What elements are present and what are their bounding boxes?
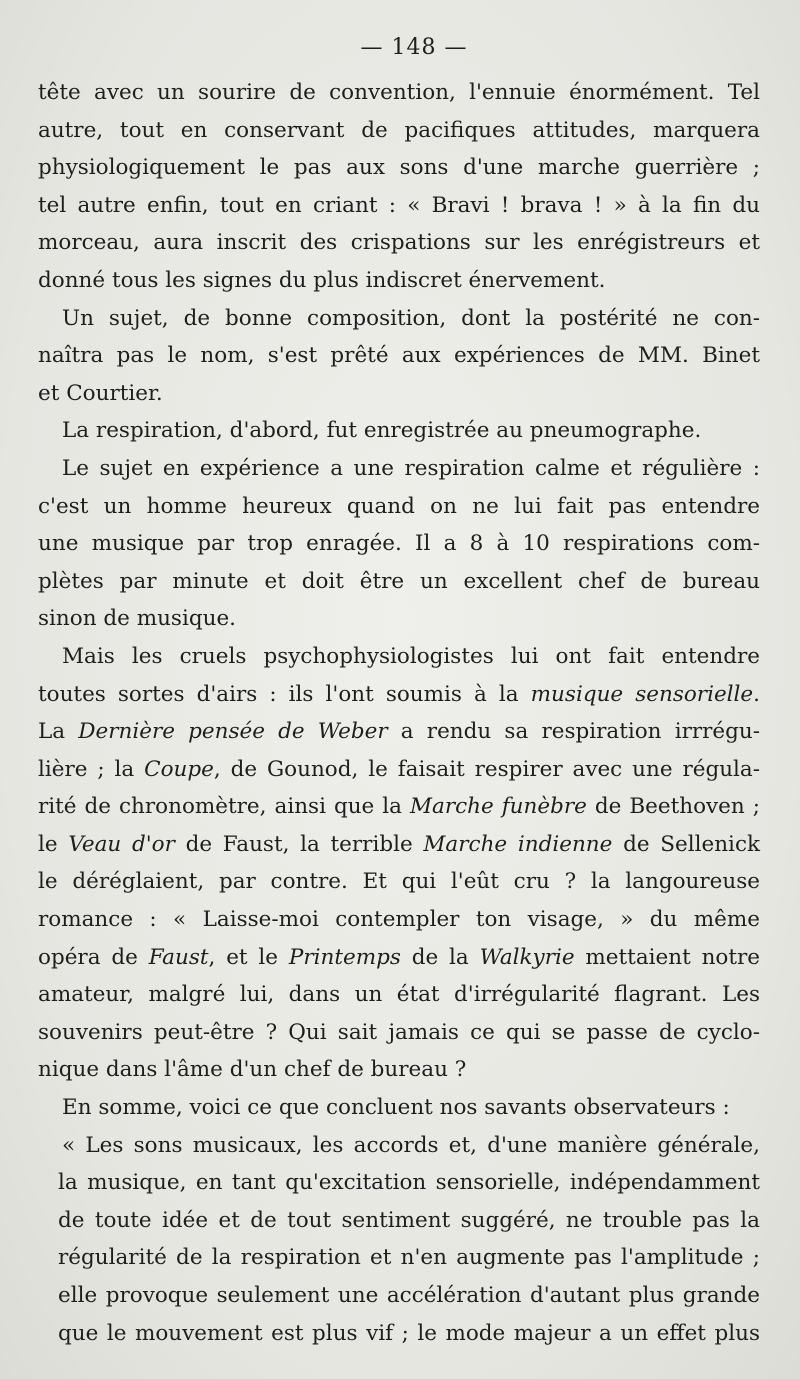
text-segment: « Les sons musicaux, les accords et, d'une manière générale,	[62, 1132, 760, 1158]
text-line	[38, 1051, 760, 1089]
text-line	[38, 563, 760, 601]
italic-title: Marche indienne	[423, 831, 613, 857]
text-line	[38, 976, 760, 1014]
text-line	[38, 713, 760, 751]
text-segment: le déréglaient, par contre. Et qui l'eût cru ? la langoureuse	[38, 869, 760, 895]
text-segment: de Sellenick	[612, 831, 761, 857]
text-line	[38, 224, 760, 262]
text-line	[38, 638, 760, 676]
italic-title: Dernière pensée de Weber	[78, 719, 388, 745]
italic-title: Veau d'or	[68, 831, 175, 857]
text-line	[38, 600, 760, 638]
text-line	[38, 300, 760, 338]
text-line	[38, 149, 760, 187]
text-segment: souvenirs peut-être ? Qui sait jamais ce qui se passe de cyclo-	[38, 1019, 760, 1045]
text-line	[38, 1089, 760, 1127]
text-line	[38, 488, 760, 526]
text-segment: romance : « Laisse-moi contempler ton visage, » du même	[38, 907, 760, 933]
text-line	[38, 1202, 760, 1240]
text-line	[38, 187, 760, 225]
text-segment: En somme, voici ce que concluent nos savants observateurs :	[62, 1095, 730, 1121]
text-segment: donné tous les signes du plus indiscret énervement.	[38, 267, 606, 293]
text-segment: la musique, en tant qu'excitation sensorielle, indépendamment	[58, 1170, 760, 1196]
text-segment: de la	[400, 944, 480, 970]
text-segment: morceau, aura inscrit des crispations sur les enrégistreurs et	[38, 230, 760, 256]
text-segment: mettaient notre	[574, 944, 760, 970]
text-segment: La	[38, 719, 79, 745]
italic-title: Printemps	[288, 944, 401, 970]
text-segment: plètes par minute et doit être un excellent chef de bureau	[38, 568, 760, 594]
text-segment: , et le	[208, 944, 289, 970]
text-line	[38, 826, 760, 864]
text-segment: de Beethoven ;	[586, 794, 760, 820]
text-segment: que le mouvement est plus vif ; le mode majeur a un effet plus	[58, 1320, 760, 1346]
text-line	[38, 1315, 760, 1353]
text-segment: elle provoque seulement une accélération d'autant plus grande	[58, 1283, 760, 1308]
italic-title: Coupe	[144, 756, 214, 782]
text-line	[38, 676, 760, 714]
text-segment: régularité de la respiration et n'en augmente pas l'amplitude ;	[58, 1245, 760, 1271]
text-segment: a rendu sa respiration irrrégu-	[387, 719, 761, 745]
text-segment: .	[753, 681, 760, 707]
text-line	[38, 1164, 760, 1202]
text-segment: sinon de musique.	[38, 606, 237, 632]
text-segment: de Faust, la terrible	[174, 831, 424, 857]
text-segment: et Courtier.	[38, 380, 163, 406]
text-segment: tel autre enfin, tout en criant : « Bravi ! brava ! » à la fin du	[38, 192, 760, 218]
text-line	[38, 1277, 760, 1315]
text-line	[38, 450, 760, 488]
text-line	[38, 262, 760, 300]
text-segment: autre, tout en conservant de pacifiques attitudes, marquera	[38, 117, 760, 143]
text-segment: le	[38, 831, 69, 857]
text-segment: tête avec un sourire de convention, l'ennuie énormément. Tel	[38, 80, 760, 105]
text-line	[38, 525, 760, 563]
text-line	[38, 751, 760, 789]
text-segment: Un sujet, de bonne composition, dont la postérité ne con-	[62, 305, 760, 331]
text-segment: La respiration, d'abord, fut enregistrée au pneumographe.	[62, 418, 702, 444]
text-segment: opéra de	[38, 944, 149, 970]
text-segment: , de Gounod, le faisait respirer avec une régula-	[213, 756, 761, 782]
text-line	[38, 375, 760, 413]
text-segment: rité de chronomètre, ainsi que la	[38, 794, 410, 820]
text-segment: de toute idée et de tout sentiment suggéré, ne trouble pas la	[58, 1207, 760, 1233]
text-line	[38, 1127, 760, 1165]
italic-title: Marche funèbre	[409, 794, 587, 820]
text-line	[38, 788, 760, 826]
text-line	[38, 112, 760, 150]
text-segment: amateur, malgré lui, dans un état d'irrégularité flagrant. Les	[38, 982, 760, 1008]
text-segment: lière ; la	[38, 756, 145, 782]
text-segment: c'est un homme heureux quand on ne lui fait pas entendre	[38, 493, 760, 519]
text-segment: nique dans l'âme d'un chef de bureau ?	[38, 1057, 467, 1083]
text-line	[38, 863, 760, 901]
body-text	[38, 74, 760, 1352]
text-line	[38, 1014, 760, 1052]
text-line	[38, 412, 760, 450]
text-line	[38, 939, 760, 977]
text-line	[38, 74, 760, 112]
italic-title: Walkyrie	[479, 944, 575, 970]
page-number: — 148 —	[360, 35, 468, 60]
text-segment: physiologiquement le pas aux sons d'une marche guerrière ;	[38, 155, 760, 181]
text-segment: Le sujet en expérience a une respiration calme et régulière :	[62, 455, 760, 481]
italic-title: musique sensorielle	[530, 681, 754, 707]
text-line	[38, 337, 760, 375]
text-segment: naîtra pas le nom, s'est prêté aux expériences de MM. Binet	[38, 343, 760, 369]
text-segment: une musique par trop enragée. Il a 8 à 10 respirations com-	[38, 531, 760, 557]
text-line	[38, 901, 760, 939]
text-line	[38, 1239, 760, 1277]
text-segment: toutes sortes d'airs : ils l'ont soumis à la	[38, 681, 531, 707]
italic-title: Faust	[148, 944, 209, 970]
text-segment: Mais les cruels psychophysiologistes lui ont fait entendre	[62, 643, 760, 669]
